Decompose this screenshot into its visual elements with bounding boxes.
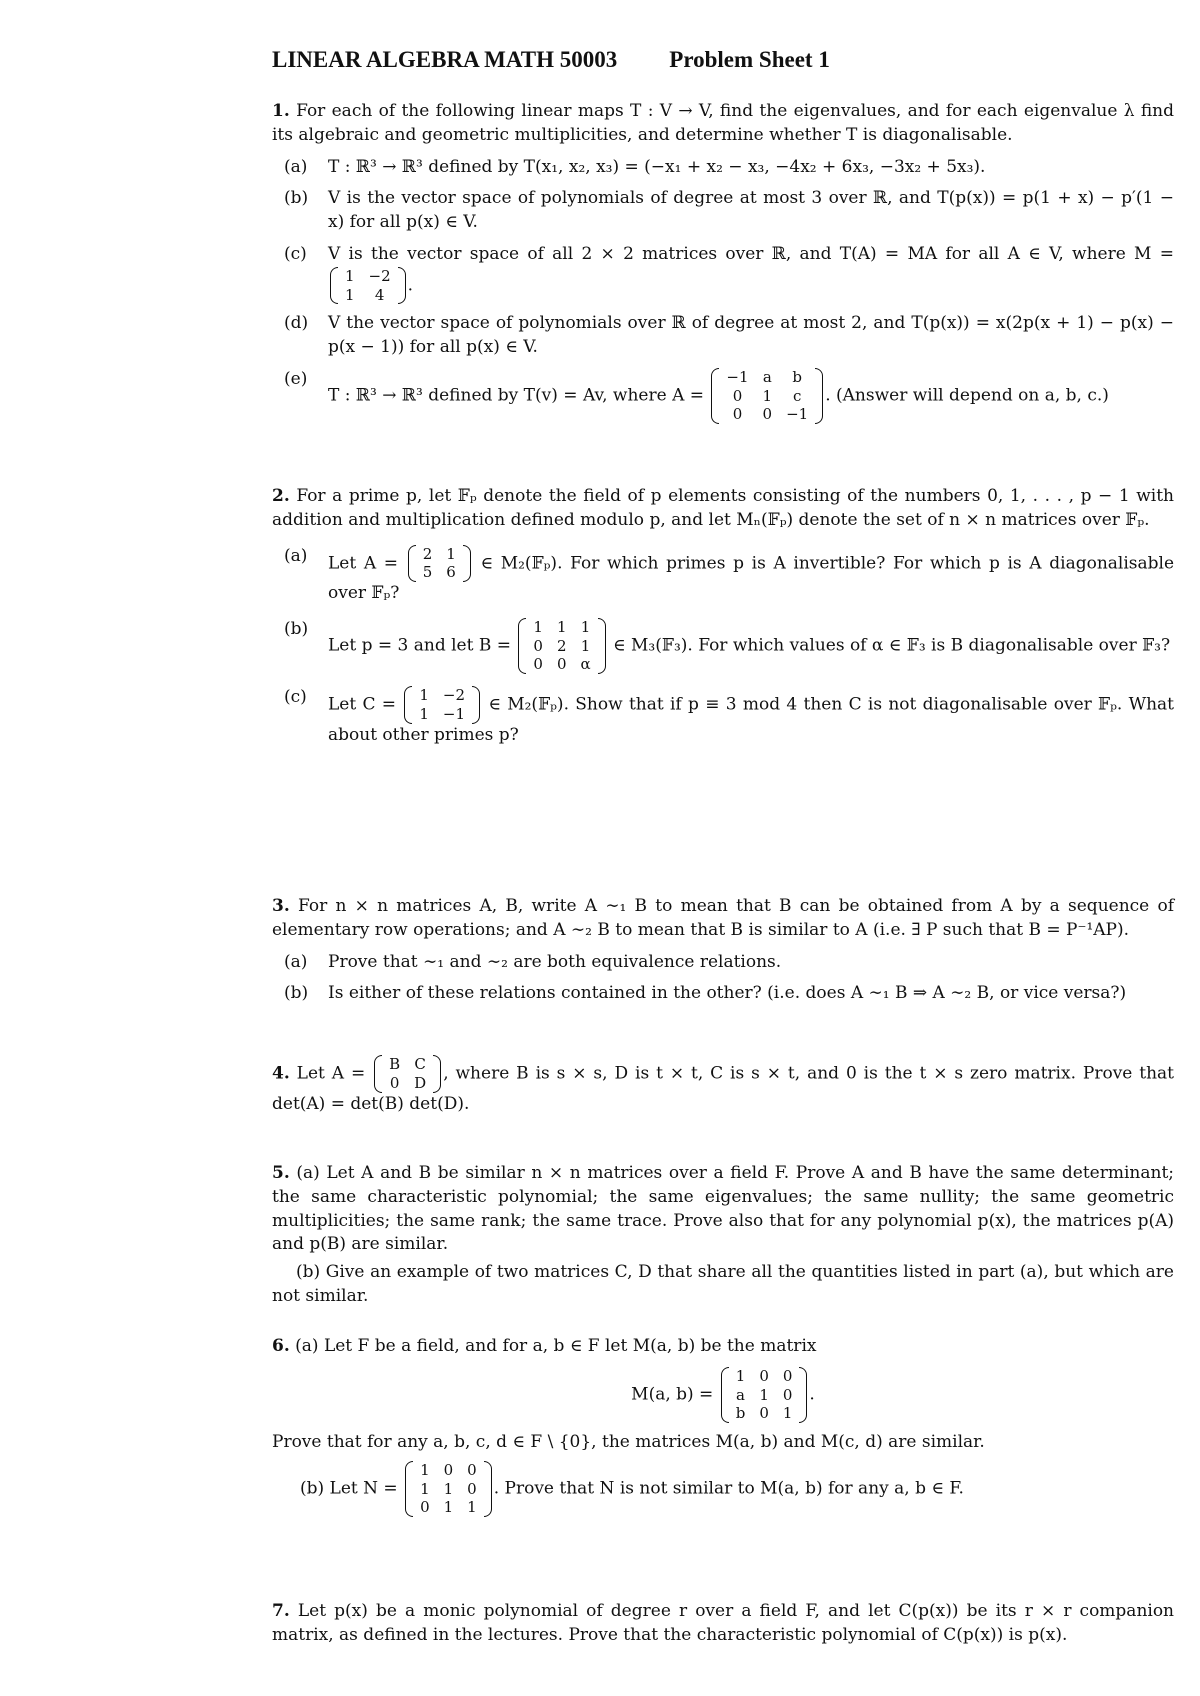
part-a: (a) Let A = 2 1 5 6 ∈ M₂(𝔽ₚ). For which primes p is A invertible? For which p is A diagonalisable over 𝔽ₚ? bbox=[284, 544, 1175, 604]
matrix-entry: 0 bbox=[759, 1404, 769, 1423]
matrix-entries bbox=[412, 686, 472, 724]
problem-intro: For n × n matrices A, B, write A ∼₁ B to mean that B can be obtained from A by a sequence of elementary row operations; and A ∼₂ B to mean that B is similar to A (i.e. ∃ P such that B = P⁻¹AP). bbox=[272, 896, 1174, 940]
matrix-entry: α bbox=[580, 655, 591, 674]
part-b: (b) Give an example of two matrices C, D that share all the quantities listed in part (a), but which are not similar. bbox=[272, 1262, 1174, 1306]
matrix-entry: 0 bbox=[420, 1498, 430, 1517]
matrix-entry: c bbox=[792, 386, 802, 405]
matrix-entry: b bbox=[735, 1404, 746, 1423]
matrix-entry: 5 bbox=[422, 563, 433, 582]
matrix-entry: D bbox=[414, 1073, 427, 1092]
matrix-entry: −2 bbox=[442, 686, 466, 705]
matrix-entries bbox=[729, 1367, 800, 1423]
right-bracket bbox=[815, 368, 823, 424]
matrix-entry: 1 bbox=[762, 386, 773, 405]
matrix-entry: 0 bbox=[389, 1073, 400, 1092]
problem-number: 6. bbox=[272, 1336, 290, 1356]
matrix-A bbox=[408, 545, 471, 583]
matrix-entries bbox=[413, 1461, 484, 1517]
matrix-entry: −1 bbox=[442, 704, 466, 723]
problem-number: 3. bbox=[272, 896, 290, 916]
page-header bbox=[272, 44, 1174, 76]
matrix-entry: 2 bbox=[556, 636, 567, 655]
part-b: (b) Let p = 3 and let B = 1 1 1 0 2 1 0 0 α ∈ M₃(𝔽₃). For which values of α ∈ 𝔽₃ is B diagonalisable over 𝔽₃? bbox=[284, 617, 1171, 674]
matrix-entry: 1 bbox=[420, 1460, 430, 1479]
problem-6: 6. (a) Let F be a field, and for a, b ∈ F let M(a, b) be the matrix M(a, b) = 1 0 0 a 1 0 b 0 1 . Prove that for any a, b, c, d ∈ F \ {0}, the matrices M(a, b) and M(c, d) are similar. (b) Let N = 1 0 0 1 1 0 0 1 1 . Prove that N is not similar to M(a, b) for any a, b ∈ F. bbox=[272, 1335, 1174, 1517]
right-bracket bbox=[484, 1461, 492, 1517]
problem-2 bbox=[272, 485, 1174, 747]
matrix-entry: 1 bbox=[556, 617, 567, 636]
matrix-C bbox=[404, 686, 480, 724]
matrix-entry: 1 bbox=[735, 1366, 746, 1385]
matrix-entry: 0 bbox=[759, 1366, 769, 1385]
matrix-entry: 1 bbox=[345, 266, 355, 285]
problem-intro: For each of the following linear maps T : V → V, find the eigenvalues, and for each eigenvalue λ find its algebraic and geometric multiplicities, and determine whether T is diagonalisable. bbox=[272, 101, 1174, 145]
matrix-entry: 0 bbox=[782, 1366, 793, 1385]
part-a: (a) Prove that ∼₁ and ∼₂ are both equivalence relations. bbox=[284, 951, 782, 972]
matrix-entry: 0 bbox=[443, 1460, 454, 1479]
matrix-entry: 6 bbox=[446, 563, 456, 582]
part-e: (e) T : ℝ³ → ℝ³ defined by T(v) = Av, where A = −1 a b 0 1 c 0 0 −1 . (Answer will depend on a, b, c.) bbox=[284, 367, 1109, 424]
right-bracket bbox=[472, 686, 480, 724]
problem-4: 4. Let A = B C 0 D , where B is s × s, D is t × t, C is s × t, and 0 is the t × s zero matrix. Prove that det(A) = det(B) det(D). bbox=[272, 1055, 1175, 1114]
matrix-entry: −2 bbox=[368, 266, 391, 285]
matrix-M bbox=[721, 1367, 808, 1423]
matrix-entry: B bbox=[389, 1055, 401, 1073]
part-b: (b) Is either of these relations contained in the other? (i.e. does A ∼₁ B ⇒ A ∼₂ B, or vice versa?) bbox=[284, 983, 1127, 1004]
matrix-entry: 0 bbox=[782, 1385, 793, 1404]
matrix-A bbox=[374, 1055, 441, 1093]
left-bracket bbox=[408, 545, 416, 583]
matrix-entries bbox=[526, 618, 597, 674]
matrix-entry: −1 bbox=[786, 405, 809, 424]
matrix-entry: b bbox=[792, 367, 802, 386]
left-bracket bbox=[404, 686, 412, 724]
matrix-entry: 0 bbox=[732, 405, 743, 424]
problem-number: 2. bbox=[272, 486, 290, 506]
matrix-entry: 0 bbox=[533, 636, 543, 655]
matrix-entry: a bbox=[736, 1385, 745, 1404]
part-c: (c) V is the vector space of all 2 × 2 matrices over ℝ, and T(A) = MA for all A ∈ V, where M = 1 −2 1 4 . bbox=[284, 243, 1174, 304]
part-c: (c) Let C = 1 −2 1 −1 ∈ M₂(𝔽ₚ). Show that if p ≡ 3 mod 4 then C is not diagonalisable over 𝔽ₚ. What about other primes p? bbox=[284, 686, 1175, 745]
problem-5: 5. (a) Let A and B be similar n × n matrices over a field F. Prove A and B have the same determinant; the same characteristic polynomial; the same eigenvalues; the same nullity; the same geometric multiplicities; the same rank; the same trace. Prove also that for any polynomial p(x), the matrices p(A) and p(B) are similar. (b) Give an example of two matrices C, D that share all the quantities listed in part (a), but which are not similar. bbox=[272, 1162, 1174, 1309]
problem-intro: For a prime p, let 𝔽ₚ denote the field of p elements consisting of the numbers 0, 1, . . . , p − 1 with addition and multiplication defined modulo p, and let Mₙ(𝔽ₚ) denote the set of n × n matrices over 𝔽ₚ. bbox=[272, 486, 1174, 530]
matrix-entry: 0 bbox=[762, 405, 773, 424]
part-a: (a) T : ℝ³ → ℝ³ defined by T(x₁, x₂, x₃) = (−x₁ + x₂ − x₃, −4x₂ + 6x₃, −3x₂ + 5x₃). bbox=[284, 156, 986, 177]
left-bracket bbox=[330, 267, 338, 305]
matrix-entry: 4 bbox=[374, 285, 385, 304]
part-b: (b) V is the vector space of polynomials of degree at most 3 over ℝ, and T(p(x)) = p(1 + x) − p′(1 − x) for all p(x) ∈ V. bbox=[284, 188, 1174, 233]
matrix-entry: 1 bbox=[580, 636, 591, 655]
matrix-entries bbox=[338, 267, 398, 305]
matrix-entries bbox=[416, 545, 463, 583]
left-bracket bbox=[374, 1055, 382, 1093]
matrix-entry: 1 bbox=[419, 704, 429, 723]
matrix-entry: 1 bbox=[345, 285, 355, 304]
left-bracket bbox=[518, 618, 526, 674]
right-bracket bbox=[799, 1367, 807, 1423]
right-bracket bbox=[598, 618, 606, 674]
matrix-entry: 1 bbox=[446, 544, 456, 563]
problem-number: 7. bbox=[272, 1601, 290, 1621]
problem-number: 4. bbox=[272, 1063, 290, 1084]
matrix-entries bbox=[719, 368, 815, 424]
part-a-text: Prove that for any a, b, c, d ∈ F \ {0}, the matrices M(a, b) and M(c, d) are similar. bbox=[272, 1432, 985, 1453]
left-bracket bbox=[721, 1367, 729, 1423]
problem-number: 5. bbox=[272, 1163, 290, 1183]
matrix-entry: 1 bbox=[443, 1479, 454, 1498]
left-bracket bbox=[711, 368, 719, 424]
matrix-B bbox=[518, 618, 605, 674]
problem-7: 7. Let p(x) be a monic polynomial of degree r over a field F, and let C(p(x)) be its r × r companion matrix, as defined in the lectures. Prove that the characteristic polynomial of C(p(x)) is p(x). bbox=[272, 1601, 1175, 1645]
problem-3 bbox=[272, 895, 1174, 1006]
matrix-entry: 1 bbox=[443, 1498, 454, 1517]
matrix-entry: 0 bbox=[533, 655, 543, 674]
problem-number: 1. bbox=[272, 101, 290, 121]
left-bracket bbox=[405, 1461, 413, 1517]
matrix-entry: −1 bbox=[726, 367, 749, 386]
matrix-entry: 1 bbox=[533, 617, 543, 636]
course-title: LINEAR ALGEBRA MATH 50003 bbox=[272, 47, 618, 72]
matrix-entry: 0 bbox=[467, 1460, 477, 1479]
matrix-entry: 0 bbox=[556, 655, 567, 674]
matrix-entry: 1 bbox=[420, 1479, 430, 1498]
matrix-entry: 1 bbox=[759, 1385, 769, 1404]
display-equation: M(a, b) = 1 0 0 a 1 0 b 0 1 . bbox=[631, 1366, 815, 1423]
matrix-entry: 1 bbox=[782, 1404, 793, 1423]
right-bracket bbox=[463, 545, 471, 583]
right-bracket bbox=[398, 267, 406, 305]
matrix-entry: 0 bbox=[732, 386, 743, 405]
matrix-entry: 2 bbox=[422, 544, 433, 563]
matrix-entries bbox=[382, 1055, 433, 1093]
sheet-title: Problem Sheet 1 bbox=[669, 47, 830, 72]
matrix-entry: 1 bbox=[580, 617, 591, 636]
matrix-entry: a bbox=[762, 367, 772, 386]
matrix-entry: C bbox=[414, 1055, 426, 1073]
part-d: (d) V the vector space of polynomials over ℝ of degree at most 2, and T(p(x)) = x(2p(x + 1) − p(x) − p(x − 1)) for all p(x) ∈ V. bbox=[284, 313, 1174, 358]
right-bracket bbox=[433, 1055, 441, 1093]
matrix-N bbox=[405, 1461, 492, 1517]
matrix-entry: 0 bbox=[467, 1479, 477, 1498]
part-b: (b) Let N = 1 0 0 1 1 0 0 1 1 . Prove that N is not similar to M(a, b) for any a, b ∈ F. bbox=[300, 1460, 964, 1517]
problem-1 bbox=[272, 100, 1174, 424]
matrix-entry: 1 bbox=[419, 686, 429, 705]
matrix-A bbox=[711, 368, 823, 424]
matrix-entry: 1 bbox=[467, 1498, 477, 1517]
matrix-M bbox=[330, 267, 406, 305]
